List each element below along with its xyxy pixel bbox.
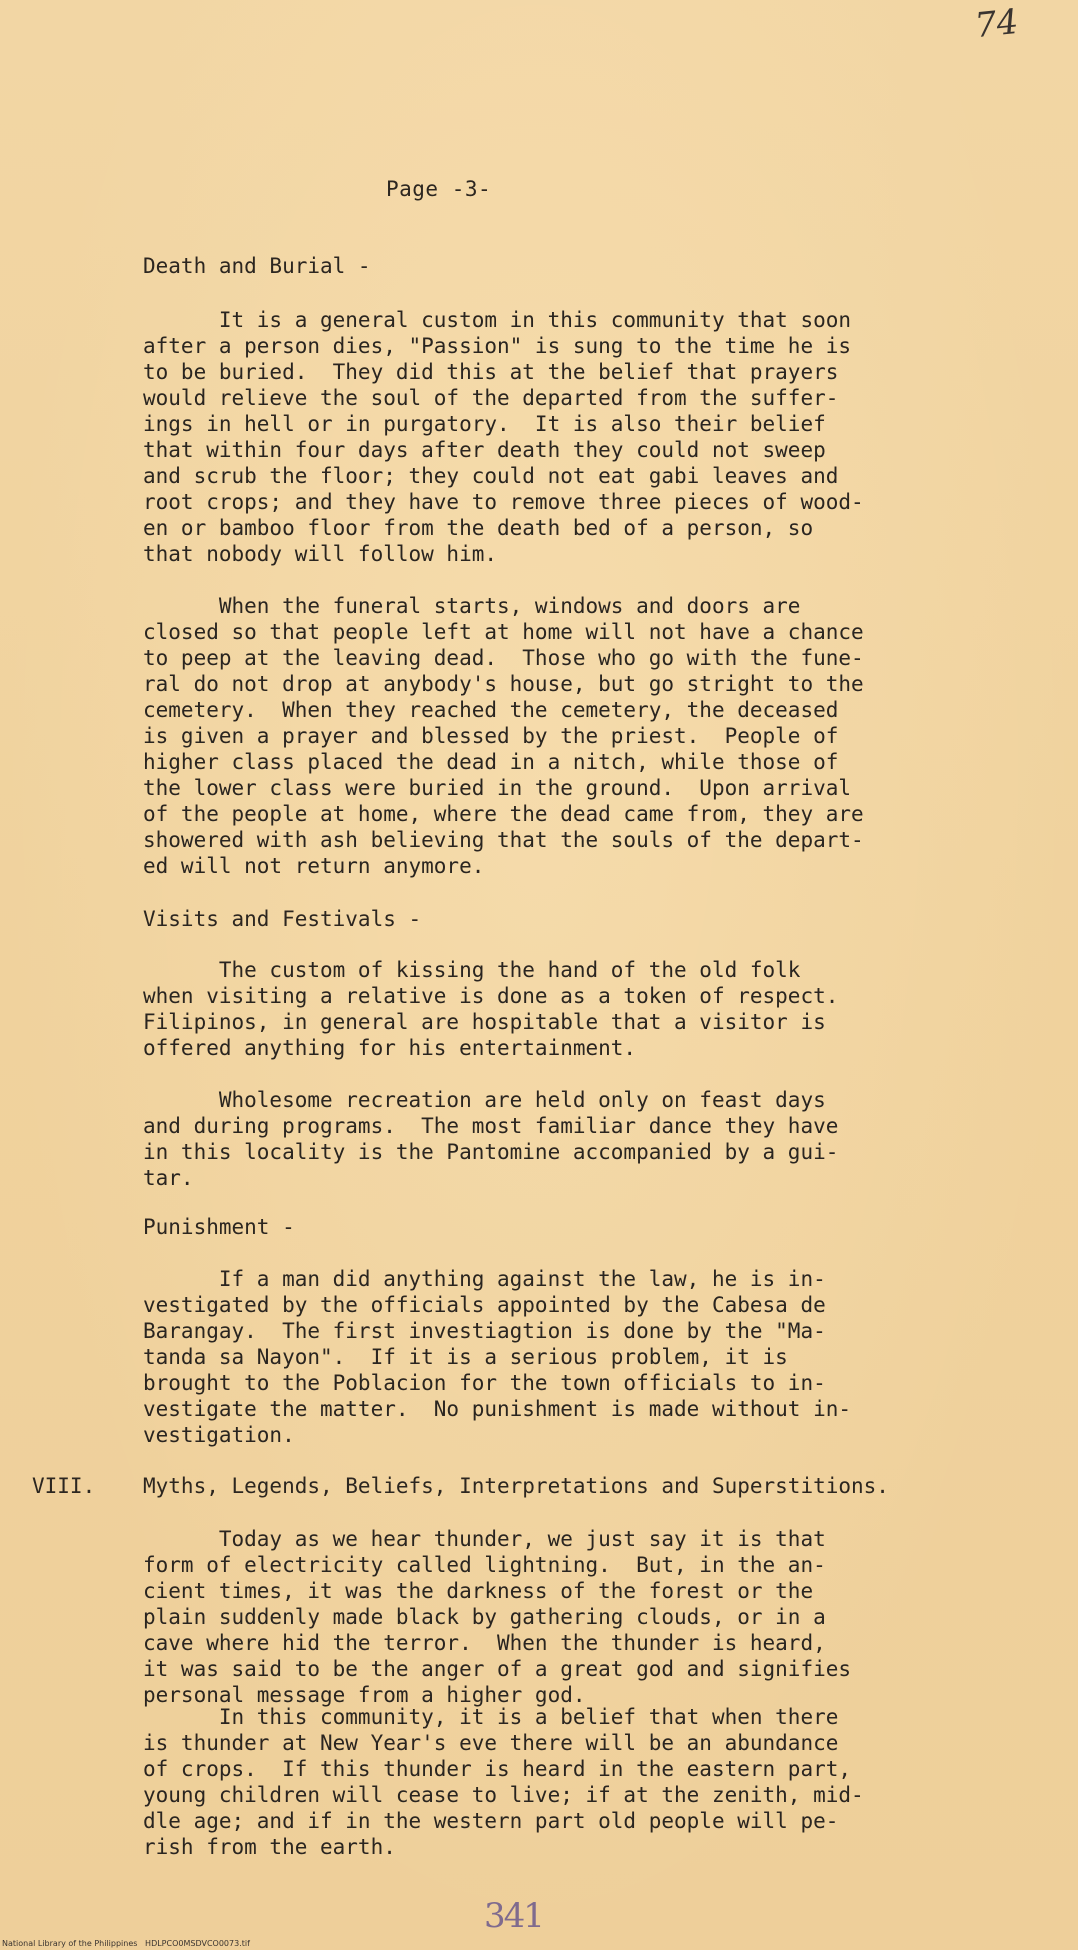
heading-death-burial: Death and Burial - (143, 254, 371, 278)
section-title-myths: Myths, Legends, Beliefs, Interpretations and Superstitions. (143, 1474, 889, 1498)
handwritten-page-number: 74 (973, 1, 1021, 47)
page-header: Page -3- (386, 177, 492, 201)
paragraph-punishment-1: If a man did anything against the law, he is in- vestigated by the officials appointed by the Cabesa de Barangay. The first investiagtion is done by the "Ma- tanda sa Nayon". If it is a serious problem, it is brought to the Poblacion for the town officials to in- vestigate the matter. No punishment is made without in- vestigation. (143, 1267, 852, 1447)
paragraph-visits-festivals-1: The custom of kissing the hand of the old folk when visiting a relative is done as a token of respect. Filipinos, in general are hospitable that a visitor is offered anything for his entertainment. (143, 958, 839, 1060)
heading-punishment: Punishment - (143, 1215, 295, 1239)
paragraph-visits-festivals-2: Wholesome recreation are held only on feast days and during programs. The most familiar dance they have in this locality is the Pantomine accompanied by a gui- tar. (143, 1088, 839, 1190)
bottom-page-stamp: 341 (484, 1896, 543, 1936)
paragraph-death-burial-1: It is a general custom in this community that soon after a person dies, "Passion" is sung to the time he is to be buried. They did this at the belief that prayers would relieve the soul of the departed from the suffer- ings in hell or in purgatory. It is also their belief that within four days after death they could not sweep and scrub the floor; they could not eat gabi leaves and root crops; and they have to remove three pieces of wood- en or bamboo floor from the death bed of a person, so that nobody will follow him. (143, 308, 864, 566)
heading-visits-festivals: Visits and Festivals - (143, 907, 422, 931)
paragraph-myths-1: Today as we hear thunder, we just say it is that form of electricity called lightning. But, in the an- cient times, it was the darkness of the forest or the plain suddenly made black by gathering clouds, or in a cave where hid the terror. When the thunder is heard, it was said to be the anger of a great god and signifies personal message from a higher god. (143, 1527, 852, 1707)
section-number: VIII. (32, 1474, 96, 1498)
paragraph-myths-2: In this community, it is a belief that when there is thunder at New Year's eve there will be an abundance of crops. If this thunder is heard in the eastern part, young children will cease to live; if at the zenith, mid- dle age; and if in the western part old people will pe- rish from the earth. (143, 1705, 864, 1859)
footer-caption: National Library of the Philippines HDLPCO0MSDVCO0073.tif (2, 1939, 250, 1948)
paragraph-death-burial-2: When the funeral starts, windows and doors are closed so that people left at home will not have a chance to peep at the leaving dead. Those who go with the fune- ral do not drop at anybody's house, but go stright to the cemetery. When they reached the cemetery, the deceased is given a prayer and blessed by the priest. People of higher class placed the dead in a nitch, while those of the lower class were buried in the ground. Upon arrival of the people at home, where the dead came from, they are showered with ash believing that the souls of the depart- ed will not return anymore. (143, 594, 864, 878)
